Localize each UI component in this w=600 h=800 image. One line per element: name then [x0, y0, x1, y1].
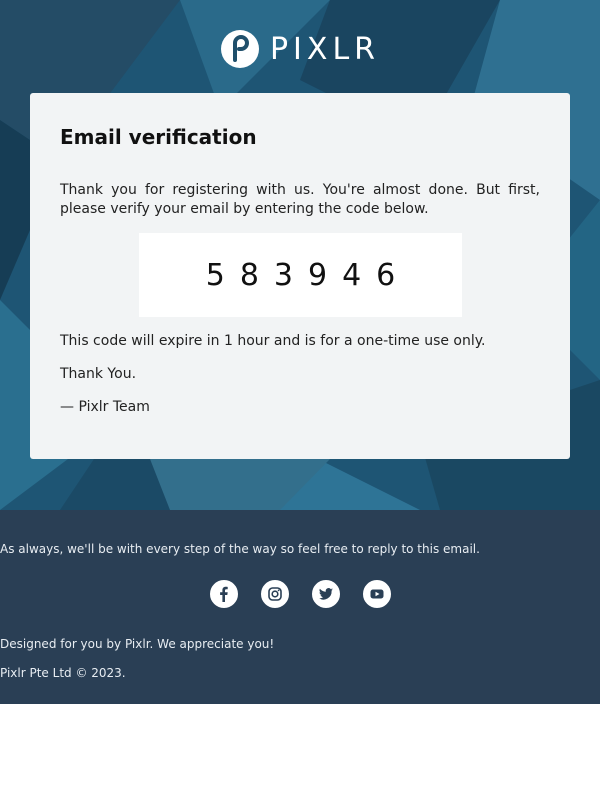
- pixlr-logo[interactable]: [0, 28, 600, 70]
- youtube-icon[interactable]: [363, 580, 391, 608]
- facebook-icon[interactable]: [210, 580, 238, 608]
- copyright-text: Pixlr Pte Ltd © 2023.: [0, 666, 126, 680]
- verification-code: 583946: [205, 257, 411, 293]
- social-links: [0, 580, 600, 610]
- thanks-text: Thank You.: [60, 366, 137, 382]
- card-title: Email verification: [60, 125, 257, 149]
- expiry-note: This code will expire in 1 hour and is for a one-time use only.: [60, 333, 486, 349]
- intro-text: Thank you for registering with us. You're almost done. But first, please verify your email by entering the code below.: [60, 182, 540, 217]
- brand-name: PIXLR: [269, 31, 381, 67]
- pixlr-mark-icon: [220, 29, 260, 69]
- designed-by-text: Designed for you by Pixlr. We appreciate you!: [0, 637, 275, 651]
- instagram-icon[interactable]: [261, 580, 289, 608]
- support-text: As always, we'll be with every step of the way so feel free to reply to this email.: [0, 542, 480, 556]
- signature: — Pixlr Team: [60, 399, 150, 415]
- twitter-icon[interactable]: [312, 580, 340, 608]
- verification-code-box: [139, 233, 462, 317]
